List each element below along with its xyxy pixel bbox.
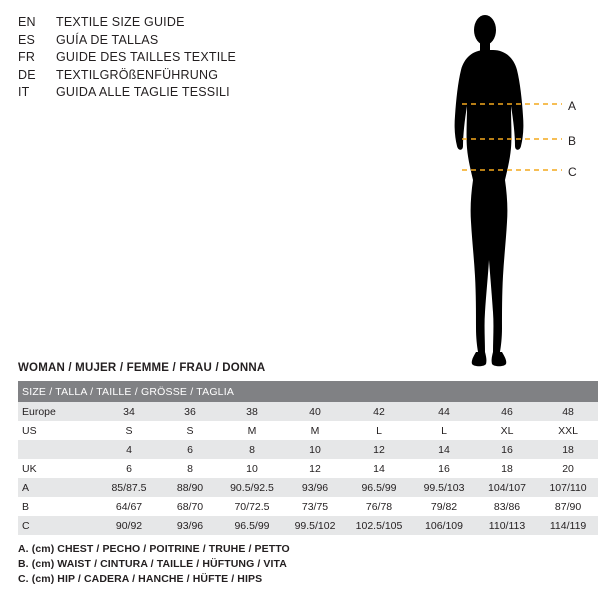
table-cell: 110/113 bbox=[476, 516, 538, 535]
table-row bbox=[18, 421, 598, 440]
table-cell: 102.5/105 bbox=[346, 516, 412, 535]
language-title: TEXTILGRÖßENFÜHRUNG bbox=[56, 67, 219, 82]
language-code: FR bbox=[18, 50, 36, 64]
language-title: GUÍA DE TALLAS bbox=[56, 32, 159, 47]
table-cell: 44 bbox=[412, 402, 476, 421]
table-cell: 36 bbox=[160, 402, 220, 421]
table-cell: 85/87.5 bbox=[98, 478, 160, 497]
language-row bbox=[18, 84, 318, 102]
table-cell: L bbox=[346, 421, 412, 440]
table-cell: 14 bbox=[412, 440, 476, 459]
language-code: IT bbox=[18, 85, 30, 99]
row-label: US bbox=[18, 421, 98, 440]
table-row bbox=[18, 516, 598, 535]
language-title-list bbox=[18, 14, 318, 102]
language-row bbox=[18, 67, 318, 85]
table-cell: 42 bbox=[346, 402, 412, 421]
table-cell: 46 bbox=[476, 402, 538, 421]
table-cell: 38 bbox=[220, 402, 284, 421]
table-row bbox=[18, 478, 598, 497]
table-cell: 96.5/99 bbox=[220, 516, 284, 535]
language-title: GUIDE DES TAILLES TEXTILE bbox=[56, 50, 237, 64]
table-cell: 34 bbox=[98, 402, 160, 421]
legend-item-a: A. (cm) CHEST / PECHO / POITRINE / TRUHE / PETTO bbox=[18, 543, 290, 555]
female-figure-diagram bbox=[440, 8, 590, 373]
measure-label-b: B bbox=[568, 134, 577, 148]
language-row bbox=[18, 32, 318, 50]
table-cell: L bbox=[412, 421, 476, 440]
table-cell: 8 bbox=[220, 440, 284, 459]
table-cell: 64/67 bbox=[98, 497, 160, 516]
measure-label-a: A bbox=[568, 99, 577, 113]
table-cell: 76/78 bbox=[346, 497, 412, 516]
section-heading: WOMAN / MUJER / FEMME / FRAU / DONNA bbox=[18, 362, 266, 374]
language-code: EN bbox=[18, 15, 36, 29]
legend-item-b: B. (cm) WAIST / CINTURA / TAILLE / HÜFTUNG / VITA bbox=[18, 558, 287, 570]
table-cell: 68/70 bbox=[160, 497, 220, 516]
measurement-legend bbox=[18, 542, 290, 587]
row-label: UK bbox=[18, 459, 98, 478]
table-row bbox=[18, 497, 598, 516]
table-cell: 12 bbox=[284, 459, 346, 478]
row-label: Europe bbox=[18, 402, 98, 421]
size-table bbox=[18, 381, 598, 535]
row-label: B bbox=[18, 497, 98, 516]
table-cell: 90.5/92.5 bbox=[220, 478, 284, 497]
table-cell: 114/119 bbox=[538, 516, 598, 535]
size-table-wrapper bbox=[18, 381, 587, 535]
table-cell: 18 bbox=[476, 459, 538, 478]
table-cell: 99.5/103 bbox=[412, 478, 476, 497]
female-silhouette-icon bbox=[440, 8, 590, 373]
language-code: DE bbox=[18, 67, 36, 82]
table-cell: 93/96 bbox=[160, 516, 220, 535]
table-cell: 10 bbox=[284, 440, 346, 459]
table-cell: 48 bbox=[538, 402, 598, 421]
table-cell: XL bbox=[476, 421, 538, 440]
row-label bbox=[18, 440, 98, 459]
table-cell: 14 bbox=[346, 459, 412, 478]
table-cell: 40 bbox=[284, 402, 346, 421]
table-row bbox=[18, 402, 598, 421]
table-header-label: SIZE / TALLA / TAILLE / GRÖSSE / TAGLIA bbox=[18, 381, 598, 402]
table-cell: 104/107 bbox=[476, 478, 538, 497]
row-label: C bbox=[18, 516, 98, 535]
table-cell: M bbox=[284, 421, 346, 440]
table-cell: 107/110 bbox=[538, 478, 598, 497]
table-cell: 10 bbox=[220, 459, 284, 478]
table-cell: 83/86 bbox=[476, 497, 538, 516]
language-row bbox=[18, 49, 318, 67]
table-cell: 6 bbox=[98, 459, 160, 478]
legend-item-c: C. (cm) HIP / CADERA / HANCHE / HÜFTE / HIPS bbox=[18, 573, 263, 585]
table-cell: 8 bbox=[160, 459, 220, 478]
table-cell: 12 bbox=[346, 440, 412, 459]
table-cell: S bbox=[98, 421, 160, 440]
table-cell: 87/90 bbox=[538, 497, 598, 516]
table-cell: 96.5/99 bbox=[346, 478, 412, 497]
table-cell: 16 bbox=[476, 440, 538, 459]
table-cell: 6 bbox=[160, 440, 220, 459]
table-cell: 88/90 bbox=[160, 478, 220, 497]
table-cell: M bbox=[220, 421, 284, 440]
table-header-row bbox=[18, 381, 598, 402]
table-cell: 20 bbox=[538, 459, 598, 478]
table-cell: 99.5/102 bbox=[284, 516, 346, 535]
table-cell: 16 bbox=[412, 459, 476, 478]
table-cell: 70/72.5 bbox=[220, 497, 284, 516]
table-cell: S bbox=[160, 421, 220, 440]
table-cell: 106/109 bbox=[412, 516, 476, 535]
row-label: A bbox=[18, 478, 98, 497]
table-cell: 90/92 bbox=[98, 516, 160, 535]
table-cell: 4 bbox=[98, 440, 160, 459]
language-title: GUIDA ALLE TAGLIE TESSILI bbox=[56, 85, 230, 99]
table-row bbox=[18, 440, 598, 459]
table-cell: 73/75 bbox=[284, 497, 346, 516]
table-cell: XXL bbox=[538, 421, 598, 440]
language-code: ES bbox=[18, 32, 36, 47]
table-cell: 79/82 bbox=[412, 497, 476, 516]
language-row bbox=[18, 14, 318, 32]
table-cell: 18 bbox=[538, 440, 598, 459]
measure-label-c: C bbox=[568, 165, 577, 179]
language-title: TEXTILE SIZE GUIDE bbox=[56, 15, 185, 29]
table-cell: 93/96 bbox=[284, 478, 346, 497]
table-row bbox=[18, 459, 598, 478]
